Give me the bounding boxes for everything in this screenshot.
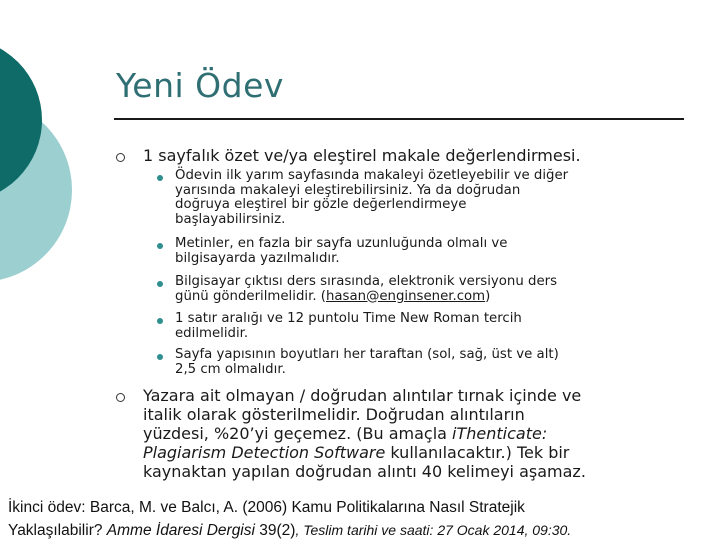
sub-bullet-marker — [157, 354, 163, 360]
sub-bullet-marker — [157, 318, 163, 324]
title-divider — [114, 118, 684, 120]
footer-citation: İkinci ödev: Barca, M. ve Balcı, A. (2006) Kamu Politikalarına Nasıl Stratejik Yaklaşılabilir? Amme İdaresi Dergisi 39(2), Teslim tarihi ve saati: 27 Ocak 2014, 09:30. — [8, 499, 572, 539]
sub-bullet-2: Metinler, en fazla bir sayfa uzunluğunda olmalı ve bilgisayarda yazılmalıdır. — [175, 236, 508, 266]
deadline: , Teslim tarihi ve saati: 27 Ocak 2014, 09:30. — [295, 522, 572, 538]
sub-bullet-marker — [157, 281, 163, 287]
sub-bullet-1: Ödevin ilk yarım sayfasında makaleyi özetleyebilir ve diğer yarısında makaleyi eleştirebilirsiniz. Ya da doğrudan doğruya eleştirel bir gözle değerlendirmeye başlayabilirsiniz. — [175, 168, 569, 227]
sub-bullet-5: Sayfa yapısının boyutları her taraftan (sol, sağ, üst ve alt) 2,5 cm olmalıdır. — [175, 347, 559, 377]
main-bullet-marker-2 — [116, 393, 125, 402]
slide-title: Yeni Ödev — [116, 66, 284, 105]
main-bullet-1: 1 sayfalık özet ve/ya eleştirel makale değerlendirmesi. — [143, 146, 581, 165]
journal-name: Amme İdaresi Dergisi — [106, 522, 255, 539]
main-bullet-2: Yazara ait olmayan / doğrudan alıntılar tırnak içinde ve italik olarak gösterilmelidir. Doğrudan alıntıların yüzdesi, %20’yi geçemez. (Bu amaçla iThenticate: Plagiarism Detection Software kullanılacaktır.) Tek bir kaynaktan yapılan doğrudan alıntı 40 kelimeyi aşamaz. — [143, 386, 586, 481]
sub-bullet-3: Bilgisayar çıktısı ders sırasında, elektronik versiyonu ders günü gönderilmelidir. (hasan@enginsener.com) — [175, 274, 558, 304]
sub-bullet-marker — [157, 175, 163, 181]
main-bullet-marker-1 — [116, 153, 125, 162]
email-link[interactable]: hasan@enginsener.com — [325, 288, 486, 304]
sub-bullet-4: 1 satır aralığı ve 12 puntolu Time New Roman tercih edilmelidir. — [175, 311, 522, 341]
sub-bullet-marker — [157, 243, 163, 249]
footer-label: İkinci ödev: — [8, 499, 90, 516]
